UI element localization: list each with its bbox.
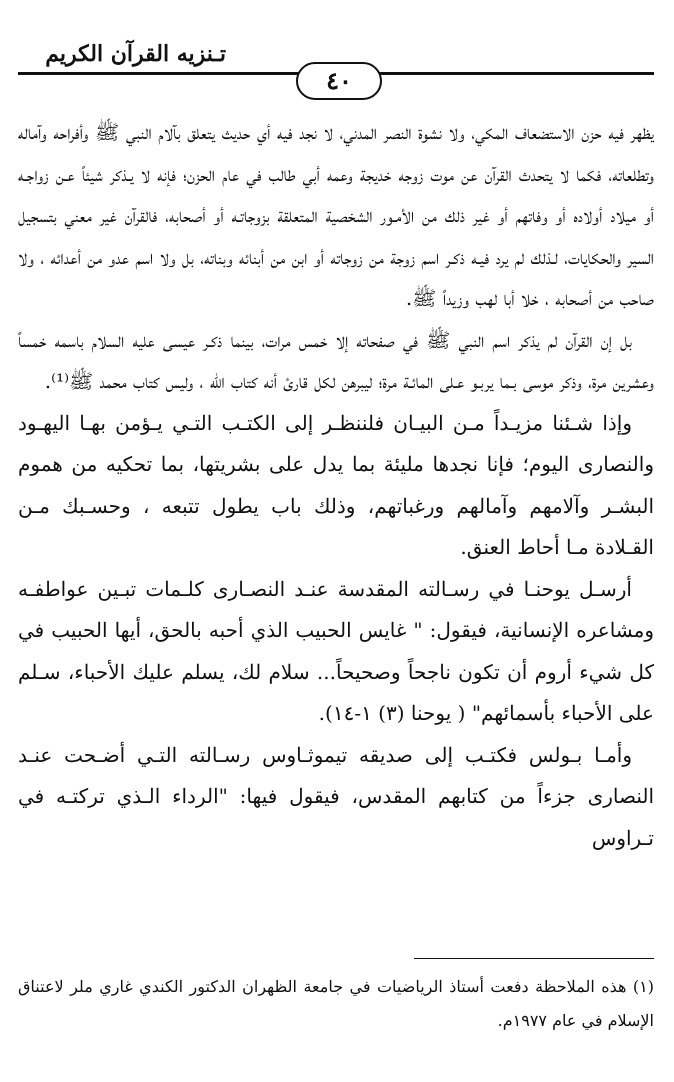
paragraph-4: أرسـل يوحنـا في رسـالته المقدسة عنـد النصـارى كلـمات تبـين عواطفـه ومشاعره الإنسانية، فيقول: " غايس الحبيب الذي أحبه بالحق، أيها الحبيب في كل شيء أروم أن تكون ناجحاً وصحيحاً... سلام لك، يسلم عليك الأحباء، سـلم على الأحباء بأسمائهم" ( يوحنا (٣) ١-١٤). <box>18 576 654 725</box>
body-text <box>18 112 654 859</box>
footnote-rule <box>414 958 654 959</box>
paragraph-2: بل إن القرآن لم يذكر اسم النبي ﷺ في صفحاته إلا خمس مرات، بينما ذكـر عيسى عليه السلام باسمه خمساً وعشرين مرة، وذكر موسى بـما يربـو عـلى المائـة مرة؛ ليبرهن لكل قارئ أنه كتاب الله ، وليس كتاب محمد ﷺ⁽¹⁾. <box>18 327 654 393</box>
page-number-badge: ٤٠ <box>296 62 382 100</box>
running-header-title: تـنزيه القرآن الكريم <box>45 41 226 67</box>
paragraph-1: يظهر فيه حزن الاستضعاف المكي، ولا نشوة النصر المدني، لا نجد فيه أي حديث يتعلق بآلام النبي ﷺ وأفراحه وآماله وتطلعاته، فكما لا يتحدث القرآن عن موت زوجه خديجة وعمه أبي طالب في عام الحزن؛ فإنه لا يـذكر شيئاً عـن زواجـه أو ميلاد أولاده أو وفاتهم أو غير ذلك من الأمـور الشخصية المتعلقة بزوجاتـه أو أصحابه، فالقرآن غير معني بتسجيل السير والحكايات، لـذلك لم يرد فيـه ذكـر اسم زوجة من زوجاته أو ابن من أبنائه وبناته، بل ولا اسم عدو من أعدائه ، ولا صاحب من أصحابه ، خلا أبا لهب وزيداً ﷺ. <box>18 120 654 310</box>
footnote-text: (١) هذه الملاحظة دفعت أستاذ الرياضيات في جامعة الظهران الدكتور الكندي غاري ملر لاعتناق الإسلام في عام ١٩٧٧م. <box>18 977 655 1030</box>
paragraph-3: وإذا شـئنا مزيـداً مـن البيـان فلننظـر إلى الكتـب التـي يـؤمن بهـا اليهـود والنصارى اليوم؛ فإنا نجدها مليئة بما يدل على بشريتها، بما تحكيه من هموم البشـر وآلامهم وآمالهم ورغباتهم، وذلك باب يطول تتبعه ، وحسـبك مـن القـلادة مـا أحاط العنق. <box>18 410 654 559</box>
paragraph-5: وأمـا بـولس فكتـب إلى صديقه تيموثـاوس رسـالته التـي أضـحت عنـد النصارى جزءاً من كتابهم المقدس، فيقول فيها: "الرداء الـذي تركتـه في تـراوس <box>18 742 654 850</box>
